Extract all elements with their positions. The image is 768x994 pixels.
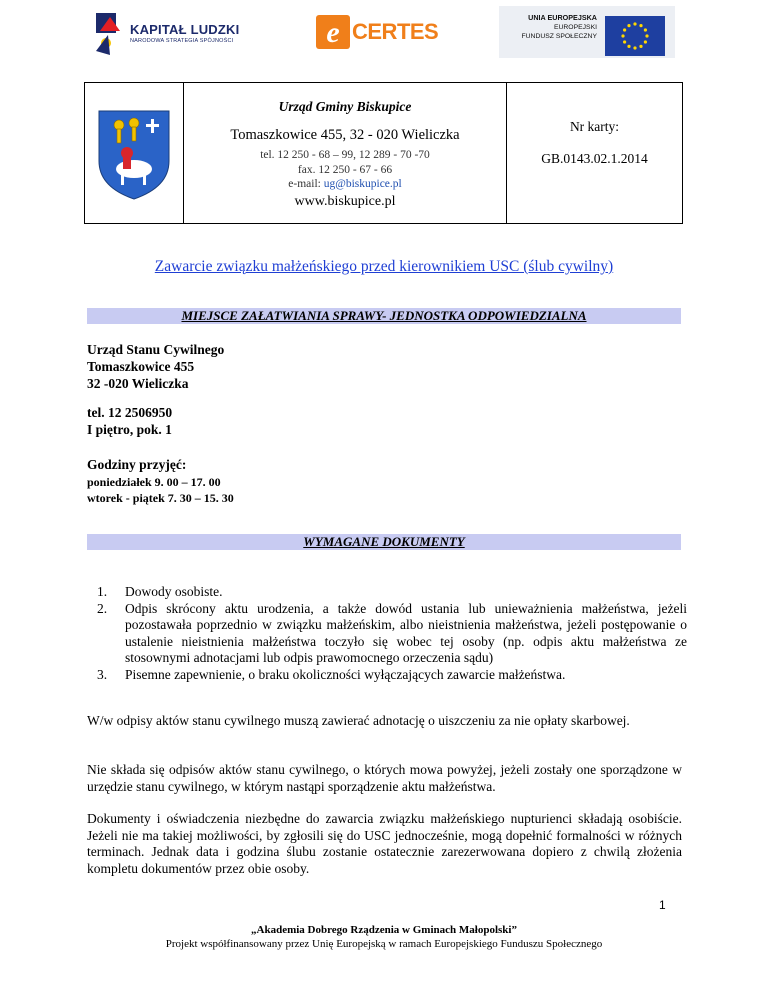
kapital-ludzki-title: KAPITAŁ LUDZKI	[130, 22, 240, 37]
hours-label: Godziny przyjęć:	[87, 457, 187, 472]
certes-wordmark: CERTES	[352, 19, 439, 44]
list-item: 2. Odpis skrócony aktu urodzenia, a także dowód ustania lub unieważnienia małżeństwa, jeżeli pozostawała poprzednio w związku małżeńskim, albo nieistnienia małżeństwa, jeżeli postępowanie o ustalenie nieistnienia małżeństwa toczyło się wobec tej osoby (np. odpis aktu małżeństwa ze stosownymi adnotacjami lub odpis prawomocnego orzeczenia sądu)	[97, 600, 687, 666]
document-title[interactable]: Zawarcie związku małżeńskiego przed kierownikiem USC (ślub cywilny)	[154, 258, 614, 275]
list-item: 1. Dowody osobiste.	[97, 584, 223, 599]
section-heading-documents: WYMAGANE DOKUMENTY	[87, 534, 681, 550]
footer-funding-note: Projekt współfinansowany przez Unię Europejską w ramach Europejskiego Funduszu Społecznego	[165, 938, 603, 950]
org-block: Urząd Stanu Cywilnego Tomaszkowice 455 32 -020 Wieliczka	[87, 342, 225, 391]
office-fax: fax. 12 250 - 67 - 66	[297, 164, 393, 176]
email-link[interactable]: ug@biskupice.pl	[323, 178, 402, 190]
footer-project-name: „Akademia Dobrego Rządzenia w Gminach Małopolski”	[251, 924, 517, 936]
kapital-ludzki-emblem-icon	[96, 11, 124, 55]
office-address: Tomaszkowice 455, 32 - 020 Wieliczka	[230, 127, 460, 143]
eu-flag-icon	[605, 16, 665, 56]
certes-e-icon	[316, 15, 350, 49]
office-website[interactable]: www.biskupice.pl	[294, 194, 396, 209]
contact-block: tel. 12 2506950 I piętro, pok. 1	[87, 405, 173, 437]
paragraph-procedure: Dokumenty i oświadczenia niezbędne do zawarcia związku małżeńskiego nupturienci składają osobiście. Jeżeli nie ma takiej możliwości, by zgłosili się do USC jednocześnie, mogą dopełnić formalności w różnych terminach. Jednak data i godzina ślubu zostanie ostatecznie zarezerwowana dopiero z chwilą złożenia kompletu dokumentów przez obie osoby.	[87, 811, 682, 876]
header-table	[84, 82, 683, 224]
svg-text:e: e	[326, 16, 340, 49]
required-documents-list	[87, 584, 687, 684]
list-item: 3. Pisemne zapewnienie, o braku okoliczności wyłączających zawarcie małżeństwa.	[97, 666, 566, 682]
paragraph-exemption: Nie składa się odpisów aktów stanu cywilnego, o których mowa powyżej, jeżeli zostały one sporządzone w urzędzie stanu cywilnego, w którym nastąpi sporządzenie aktu małżeństwa.	[87, 762, 682, 794]
hours-block: poniedziałek 9. 00 – 17. 00 wtorek - piątek 7. 30 – 15. 30	[87, 475, 234, 505]
coat-of-arms-icon	[85, 83, 183, 223]
kapital-ludzki-logo	[96, 10, 246, 56]
office-name: Urząd Gminy Biskupice	[278, 99, 412, 114]
eu-fund-logo	[499, 6, 675, 58]
eu-line1: UNIA EUROPEJSKA	[528, 13, 597, 22]
office-phone: tel. 12 250 - 68 – 99, 12 289 - 70 -70	[260, 149, 430, 161]
kapital-ludzki-subtitle: NARODOWA STRATEGIA SPÓJNOŚCI	[130, 38, 234, 44]
coat-of-arms-cell	[85, 83, 184, 223]
card-label: Nr karty:	[569, 119, 620, 134]
certes-logo	[316, 10, 446, 54]
paragraph-fee-note: W/w odpisy aktów stanu cywilnego muszą zawierać adnotację o uiszczeniu za nie opłaty skarbowej.	[87, 713, 630, 728]
eu-line3: FUNDUSZ SPOŁECZNY	[521, 33, 597, 40]
card-number: GB.0143.02.1.2014	[541, 151, 648, 166]
section-heading-location: MIEJSCE ZAŁATWIANIA SPRAWY- JEDNOSTKA ODPOWIEDZIALNA	[87, 308, 681, 324]
page-number: 1	[659, 898, 666, 912]
office-email-line: e-mail: ug@biskupice.pl	[288, 178, 402, 190]
eu-line2: EUROPEJSKI	[553, 24, 597, 31]
